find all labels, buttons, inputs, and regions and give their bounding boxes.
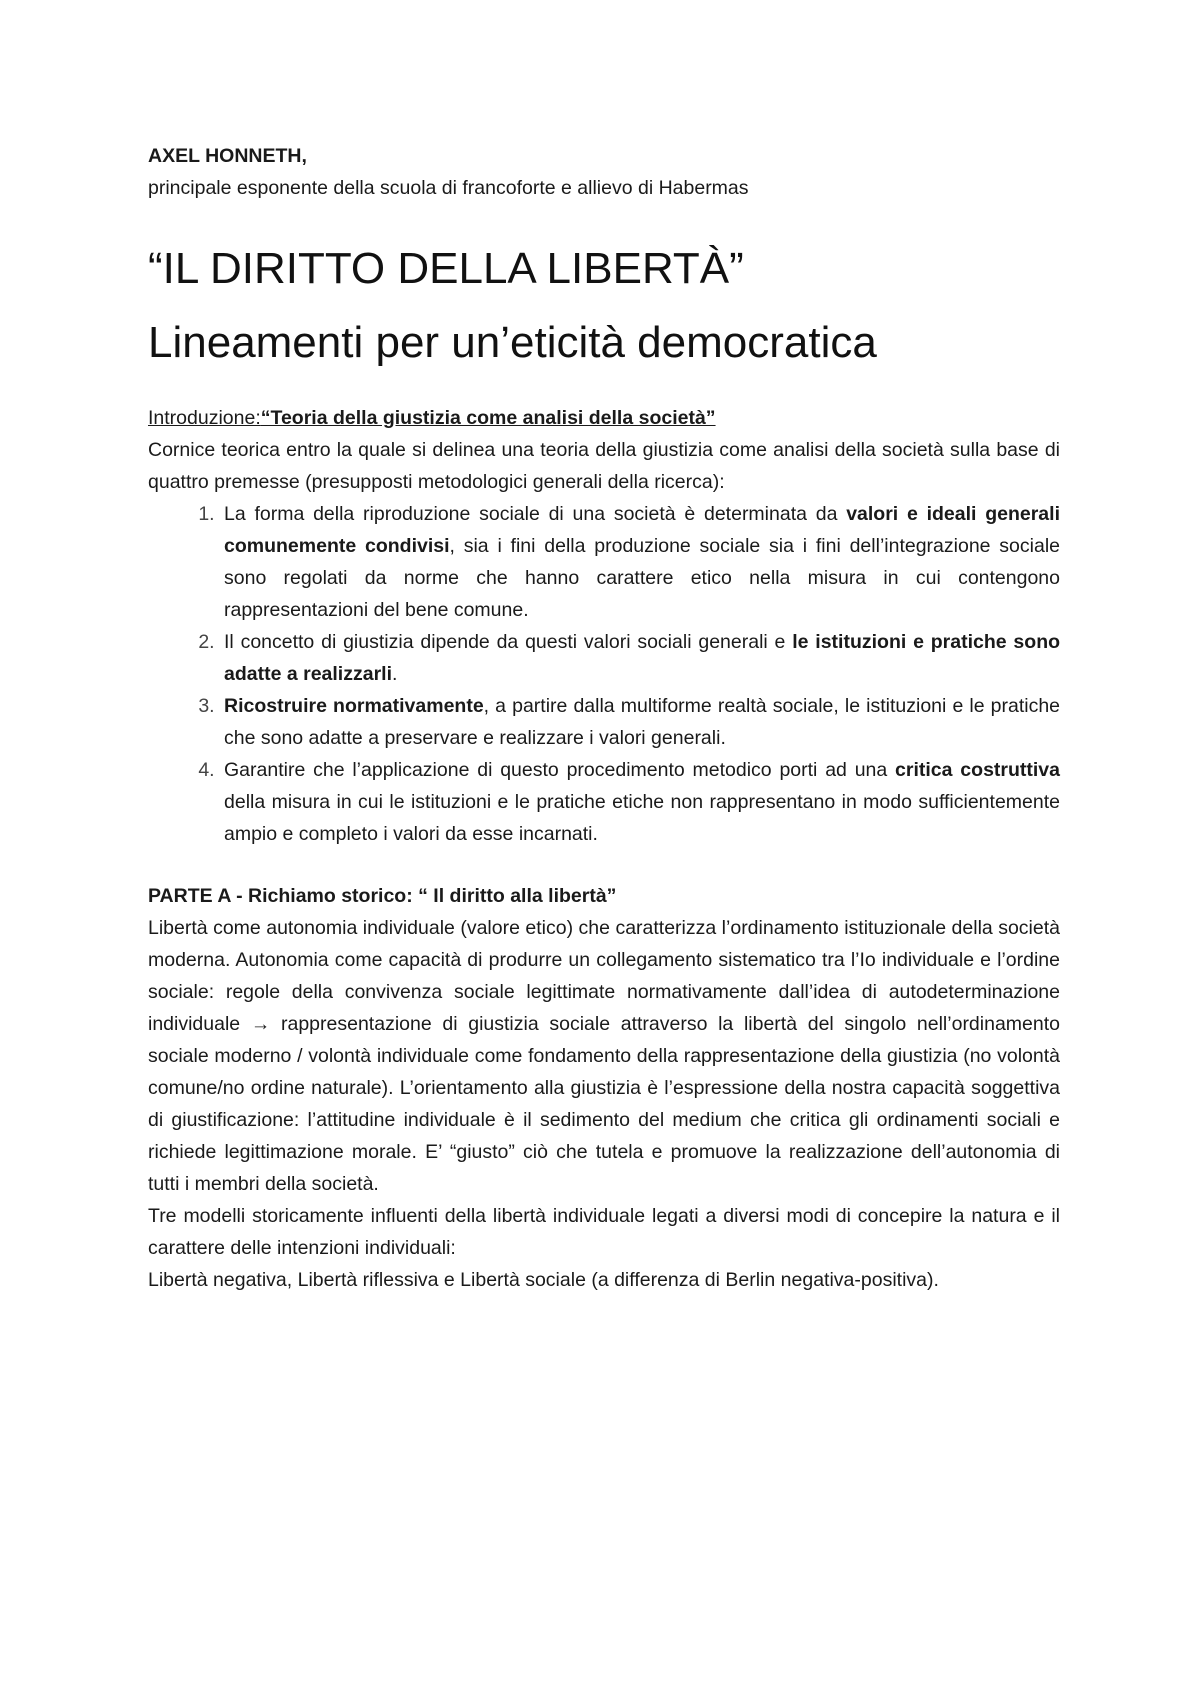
part-a-paragraph-1: Libertà come autonomia individuale (valore etico) che caratterizza l’ordinamento istituzionale della società moderna. Autonomia come capacità di produrre un collegamento sistematico tra l’Io individuale e l’ordine sociale: regole della convivenza sociale legittimate normativamente dall’idea di autodeterminazione individuale → rappresentazione di giustizia sociale attraverso la libertà del singolo nell’ordinamento sociale moderno / volontà individuale come fondamento della rappresentazione della giustizia (no volontà comune/no ordine naturale). L’orientamento alla giustizia è l’espressione della nostra capacità soggettiva di giustificazione: l’attitudine individuale è il sedimento del medium che critica gli ordinamenti sociali e richiede legittimazione morale. E’ “giusto” ciò che tutela e promuove la realizzazione dell’autonomia di tutti i membri della società.	[148, 917, 1060, 1195]
author-description: principale esponente della scuola di francoforte e allievo di Habermas	[148, 177, 749, 199]
intro-heading	[148, 402, 1060, 434]
intro-label: Introduzione:	[148, 407, 261, 429]
list-item-text: La forma della riproduzione sociale di una società è determinata da	[224, 503, 847, 525]
part-a-paragraph-3: Libertà negativa, Libertà riflessiva e Libertà sociale (a differenza di Berlin negativa-positiva).	[148, 1269, 939, 1291]
list-item-text: , sia i fini della produzione sociale sia i fini dell’integrazione sociale sono regolati da norme che hanno carattere etico nella misura in cui contengono rappresentazioni del bene comune.	[224, 535, 1061, 621]
list-item-emphasis: Ricostruire normativamente	[224, 695, 484, 717]
premises-list	[148, 498, 1060, 850]
part-a-paragraph-2: Tre modelli storicamente influenti della libertà individuale legati a diversi modi di concepire la natura e il carattere delle intenzioni individuali:	[148, 1205, 1060, 1259]
document-page	[148, 140, 1060, 1296]
list-item	[220, 690, 1060, 754]
part-a-heading: PARTE A - Richiamo storico: “ Il diritto alla libertà”	[148, 885, 617, 907]
book-title	[148, 240, 1060, 372]
book-title-line-1: “IL DIRITTO DELLA LIBERTÀ”	[148, 244, 744, 293]
list-item-emphasis: valori e ideali generali comunemente condivisi	[224, 503, 1060, 557]
list-item-text: della misura in cui le istituzioni e le pratiche etiche non rappresentano in modo sufficientemente ampio e completo i valori da esse incarnati.	[224, 791, 1060, 845]
list-item-text: , a partire dalla multiforme realtà sociale, le istituzioni e le pratiche che sono adatte a preservare e realizzare i valori generali.	[224, 695, 1061, 749]
list-item-text: .	[392, 663, 398, 685]
book-title-line-2: Lineamenti per un’eticità democratica	[148, 318, 877, 367]
list-item-text: Garantire che l’applicazione di questo procedimento metodico porti ad una	[224, 759, 896, 781]
intro-title: “Teoria della giustizia come analisi della società”	[260, 407, 716, 429]
list-item-emphasis: critica costruttiva	[895, 759, 1060, 781]
list-item	[220, 754, 1060, 850]
list-item-emphasis: le istituzioni e pratiche sono adatte a realizzarli	[224, 631, 1061, 685]
list-item	[220, 498, 1060, 626]
author-name: AXEL HONNETH,	[148, 145, 307, 167]
intro-paragraph: Cornice teorica entro la quale si delinea una teoria della giustizia come analisi della società sulla base di quattro premesse (presupposti metodologici generali della ricerca):	[148, 439, 1060, 493]
list-item-text: Il concetto di giustizia dipende da questi valori sociali generali e	[224, 631, 793, 653]
list-item	[220, 626, 1060, 690]
